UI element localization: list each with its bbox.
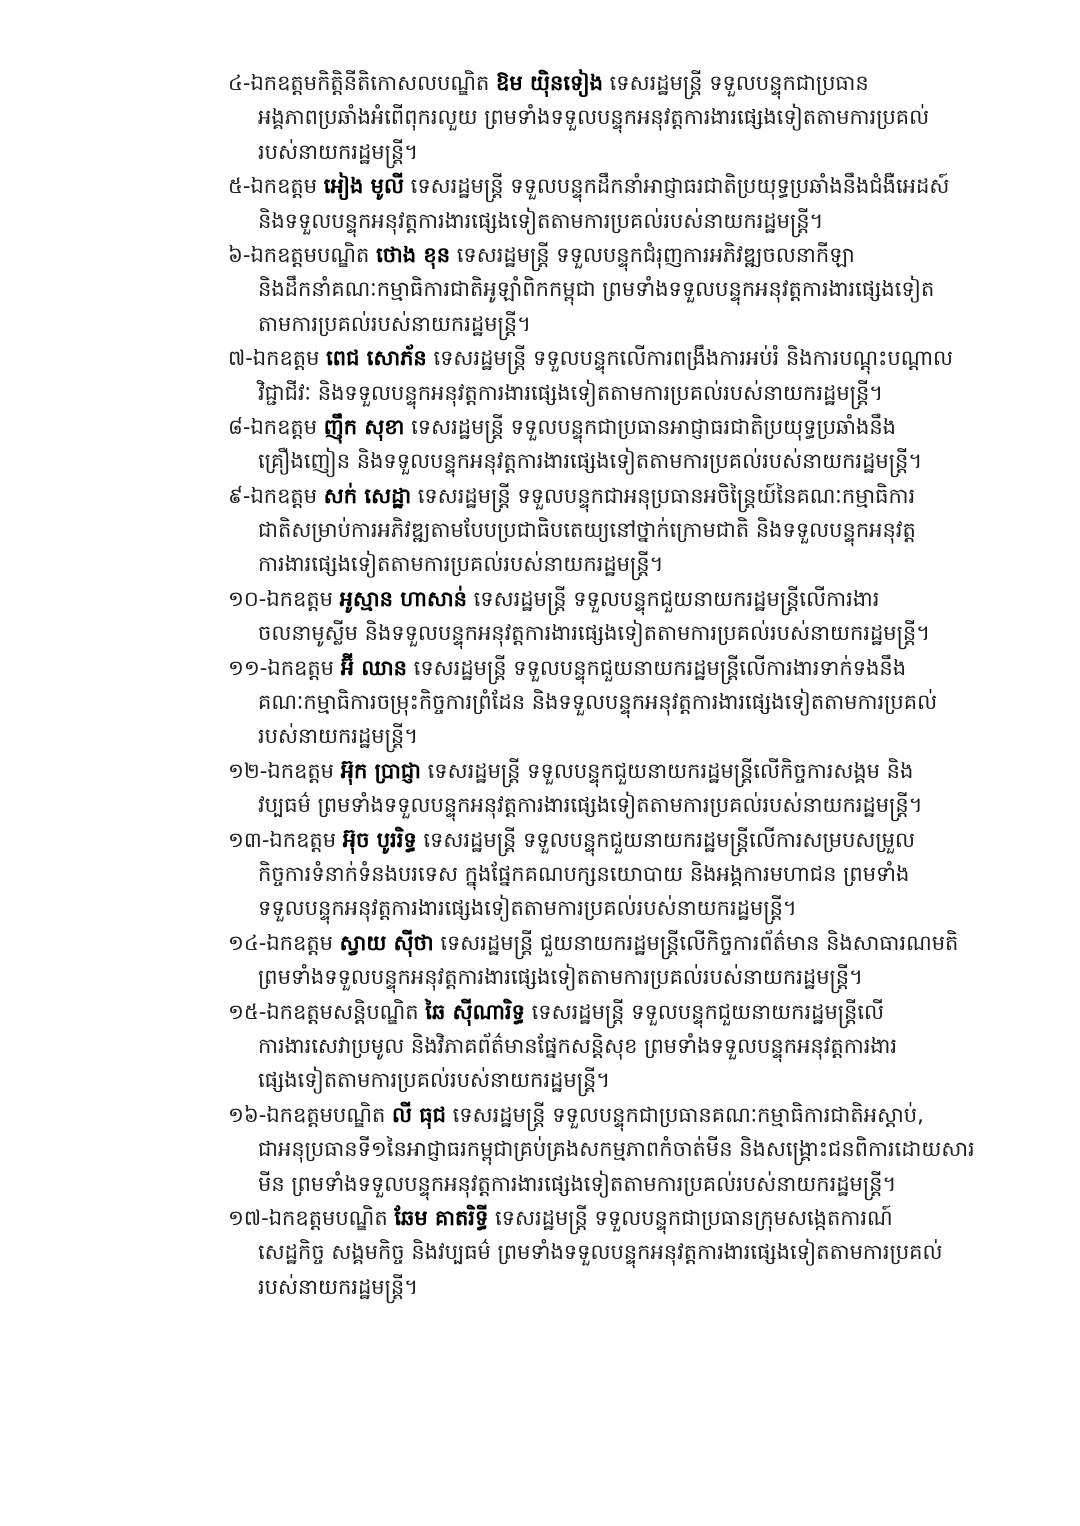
item-continuation-line: ជាអនុប្រធានទី១នៃអាជ្ញាធរកម្ពុជាគ្រប់គ្រងសកម្មភាពកំចាត់មីន និងសង្គ្រោះជនពិការដោយសារ (258, 1137, 975, 1162)
item-continuation-line: គ្រឿងញៀន និងទទួលបន្ទុកអនុវត្តការងារផ្សេងទៀតតាមការប្រគល់របស់នាយករដ្ឋមន្ត្រី។ (258, 449, 923, 474)
item-continuation-line: ជាតិសម្រាប់ការអភិវឌ្ឍតាមបែបប្រជាធិបតេយ្យនៅថ្នាក់ក្រោមជាតិ និងទទួលបន្ទុកអនុវត្ត (258, 518, 916, 543)
item-continuation-line: របស់នាយករដ្ឋមន្ត្រី។ (258, 139, 419, 164)
list-item (228, 1098, 1028, 1201)
list-item (228, 66, 1028, 169)
item-title-prefix: ១៤-ឯកឧត្ដម (228, 930, 340, 955)
official-name: ឱម យ៉ិនទៀង (496, 71, 603, 95)
official-name: ឆែម គាតរិទ្ធី (394, 1205, 489, 1230)
list-item (228, 479, 1028, 582)
item-role-text: ទេសរដ្ឋមន្ត្រី ទទួលបន្ទុកជាអនុប្រធានអចិន្ត្រៃយ៍នៃគណៈកម្មាធិការ (411, 483, 916, 508)
official-name: ថោង ខុន (376, 242, 451, 267)
official-name: អូស្មាន ហាសាន់ (339, 586, 467, 611)
official-name: ញ៉ឹក សុខា (323, 414, 405, 439)
item-title-prefix: ១៣-ឯកឧត្ដម (228, 827, 343, 852)
official-name: អ៊ី ឈាន (340, 655, 407, 680)
item-title-prefix: ៨-ឯកឧត្ដម (228, 414, 324, 439)
item-title-prefix: ៤-ឯកឧត្ដមកិត្តិនីតិកោសលបណ្ឌិត (228, 71, 497, 95)
official-name: ស្វាយ ស៊ីថា (339, 930, 434, 955)
official-name: អ៊ុច បូររិទ្ធ (342, 827, 417, 852)
item-title-prefix: ១០-ឯកឧត្ដម (228, 586, 340, 611)
item-role-text: ទេសរដ្ឋមន្ត្រី ទទួលបន្ទុកជាប្រធានក្រុមសង្កេតការណ៍ (488, 1205, 893, 1230)
item-first-line (228, 479, 1028, 513)
item-continuation-line: មីន ព្រមទាំងទទួលបន្ទុកអនុវត្តការងារផ្សេងទៀតតាមការប្រគល់របស់នាយករដ្ឋមន្ត្រី។ (258, 1171, 897, 1196)
item-continuation-line: គណៈកម្មាធិការចម្រុះកិច្ចការព្រំដែន និងទទួលបន្ទុកអនុវត្តការងារផ្សេងទៀតតាមការប្រគល់ (258, 690, 938, 715)
list-item (228, 238, 1028, 341)
official-name: លី ធុជ (391, 1102, 446, 1127)
item-continuation-line: វប្បធម៌ ព្រមទាំងទទួលបន្ទុកអនុវត្តការងារផ្សេងទៀតតាមការប្រគល់របស់នាយករដ្ឋមន្ត្រី។ (258, 793, 923, 818)
item-role-text: ទេសរដ្ឋមន្ត្រី ទទួលបន្ទុកជាប្រធានអាជ្ញាធរជាតិប្រយុទ្ធប្រឆាំងនឹង (404, 414, 897, 439)
list-item (228, 1201, 1028, 1304)
item-title-prefix: ៧-ឯកឧត្ដម (228, 346, 327, 371)
list-item (228, 651, 1028, 754)
item-role-text: ទេសរដ្ឋមន្ត្រី ទទួលបន្ទុកជួយនាយករដ្ឋមន្ត្រីលើ (524, 999, 885, 1024)
item-role-text: ទេសរដ្ឋមន្ត្រី ទទួលបន្ទុកជួយនាយករដ្ឋមន្ត្រីលើការងារ (466, 586, 880, 611)
item-first-line (228, 341, 1028, 375)
item-continuation-line: របស់នាយករដ្ឋមន្ត្រី។ (258, 1274, 419, 1299)
official-name: អ៊ុក ប្រាជ្ញា (340, 758, 421, 783)
item-title-prefix: ១៧-ឯកឧត្ដមបណ្ឌិត (228, 1205, 395, 1230)
item-continuation-line: កិច្ចការទំនាក់ទំនងបរទេស ក្នុងផ្នែកគណបក្សនយោបាយ និងអង្គការមហាជន ព្រមទាំង (258, 861, 910, 886)
list-item (228, 169, 1028, 238)
item-role-text: ទេសរដ្ឋមន្ត្រី ជួយនាយករដ្ឋមន្ត្រីលើកិច្ចការព័ត៌មាន និងសាធារណមតិ (433, 930, 959, 955)
official-name: អៀង មូលី (323, 174, 404, 199)
item-first-line (228, 651, 1028, 685)
list-item (228, 995, 1028, 1098)
appointment-list (228, 66, 1028, 1304)
item-continuation-line: ចលនាមូស្លីម និងទទួលបន្ទុកអនុវត្តការងារផ្សេងទៀតតាមការប្រគល់របស់នាយករដ្ឋមន្ត្រី។ (258, 621, 931, 646)
list-item (228, 823, 1028, 926)
item-first-line (228, 926, 1028, 960)
item-role-text: ទេសរដ្ឋមន្ត្រី ទទួលបន្ទុកជួយនាយករដ្ឋមន្ត្រីលើការងារទាក់ទងនឹង (406, 655, 907, 680)
item-title-prefix: ៥-ឯកឧត្ដម (228, 174, 324, 199)
item-role-text: ទេសរដ្ឋមន្ត្រី ទទួលបន្ទុកដឹកនាំអាជ្ញាធរជាតិប្រយុទ្ធប្រឆាំងនឹងជំងឺអេដស៍ (404, 174, 950, 199)
item-role-text: ទេសរដ្ឋមន្ត្រី ទទួលបន្ទុកជាប្រធានគណៈកម្មាធិការជាតិអស្ដាប់, (445, 1102, 924, 1127)
list-item (228, 341, 1028, 410)
item-title-prefix: ១២-ឯកឧត្ដម (228, 758, 341, 783)
item-continuation-line: ទទួលបន្ទុកអនុវត្តការងារផ្សេងទៀតតាមការប្រគល់របស់នាយករដ្ឋមន្ត្រី។ (258, 896, 797, 921)
list-item (228, 410, 1028, 479)
official-name: សក់ សេដ្ឋា (323, 483, 412, 508)
item-role-text: ទេសរដ្ឋមន្ត្រី ទទួលបន្ទុកលើការពង្រឹងការអប់រំ និងការបណ្ដុះបណ្ដាល (426, 346, 954, 371)
item-continuation-line: របស់នាយករដ្ឋមន្ត្រី។ (258, 724, 419, 749)
item-title-prefix: ១១-ឯកឧត្ដម (228, 655, 341, 680)
item-role-text: ទេសរដ្ឋមន្ត្រី ទទួលបន្ទុកជួយនាយករដ្ឋមន្ត្រីលើការសម្របសម្រួល (416, 827, 915, 852)
list-item (228, 754, 1028, 823)
item-continuation-line: អង្គភាពប្រឆាំងអំពើពុករលួយ ព្រមទាំងទទួលបន្ទុកអនុវត្តការងារផ្សេងទៀតតាមការប្រគល់ (258, 105, 930, 130)
item-continuation-line: សេដ្ឋកិច្ច សង្គមកិច្ច និងវប្បធម៌ ព្រមទាំងទទួលបន្ទុកអនុវត្តការងារផ្សេងទៀតតាមការប្រគល់ (258, 1240, 943, 1265)
item-continuation-line: និងទទួលបន្ទុកអនុវត្តការងារផ្សេងទៀតតាមការប្រគល់របស់នាយករដ្ឋមន្ត្រី។ (258, 208, 824, 233)
item-first-line (228, 1201, 1028, 1235)
item-continuation-line: តាមការប្រគល់របស់នាយករដ្ឋមន្ត្រី។ (258, 311, 531, 336)
item-first-line (228, 1098, 1028, 1132)
item-role-text: ទេសរដ្ឋមន្ត្រី ទទួលបន្ទុកជាប្រធាន (602, 71, 869, 95)
item-first-line (228, 582, 1028, 616)
item-first-line (228, 410, 1028, 444)
item-continuation-line: និងដឹកនាំគណៈកម្មាធិការជាតិអូឡាំពិកកម្ពុជា ព្រមទាំងទទួលបន្ទុកអនុវត្តការងារផ្សេងទៀត (258, 277, 935, 302)
item-title-prefix: ៦-ឯកឧត្ដមបណ្ឌិត (228, 242, 377, 267)
item-first-line (228, 995, 1028, 1029)
item-continuation-line: ការងារសេវាប្រមូល និងវិភាគព័ត៌មានផ្នែកសន្តិសុខ ព្រមទាំងទទួលបន្ទុកអនុវត្តការងារ (258, 1033, 898, 1058)
item-first-line (228, 66, 1028, 100)
item-first-line (228, 238, 1028, 272)
item-title-prefix: ១៦-ឯកឧត្ដមបណ្ឌិត (228, 1102, 392, 1127)
item-role-text: ទេសរដ្ឋមន្ត្រី ទទួលបន្ទុកជួយនាយករដ្ឋមន្ត្រីលើកិច្ចការសង្គម និង (420, 758, 914, 783)
list-item (228, 926, 1028, 995)
item-first-line (228, 169, 1028, 203)
item-continuation-line: ផ្សេងទៀតតាមការប្រគល់របស់នាយករដ្ឋមន្ត្រី។ (258, 1068, 611, 1093)
official-name: ពេជ សោភ័ន (326, 346, 427, 371)
item-title-prefix: ៩-ឯកឧត្ដម (228, 483, 324, 508)
official-name: ឆៃ ស៊ីណារិទ្ធ (425, 999, 525, 1024)
list-item (228, 582, 1028, 651)
item-title-prefix: ១៥-ឯកឧត្ដមសន្តិបណ្ឌិត (228, 999, 426, 1024)
item-continuation-line: វិជ្ជាជីវៈ និងទទួលបន្ទុកអនុវត្តការងារផ្សេងទៀតតាមការប្រគល់របស់នាយករដ្ឋមន្ត្រី។ (258, 380, 884, 405)
item-role-text: ទេសរដ្ឋមន្ត្រី ទទួលបន្ទុកជំរុញការអភិវឌ្ឍចលនាកីឡា (450, 242, 855, 267)
item-continuation-line: ការងារផ្សេងទៀតតាមការប្រគល់របស់នាយករដ្ឋមន្ត្រី។ (258, 552, 664, 577)
item-first-line (228, 823, 1028, 857)
item-first-line (228, 754, 1028, 788)
item-continuation-line: ព្រមទាំងទទួលបន្ទុកអនុវត្តការងារផ្សេងទៀតតាមការប្រគល់របស់នាយករដ្ឋមន្ត្រី។ (258, 965, 863, 990)
